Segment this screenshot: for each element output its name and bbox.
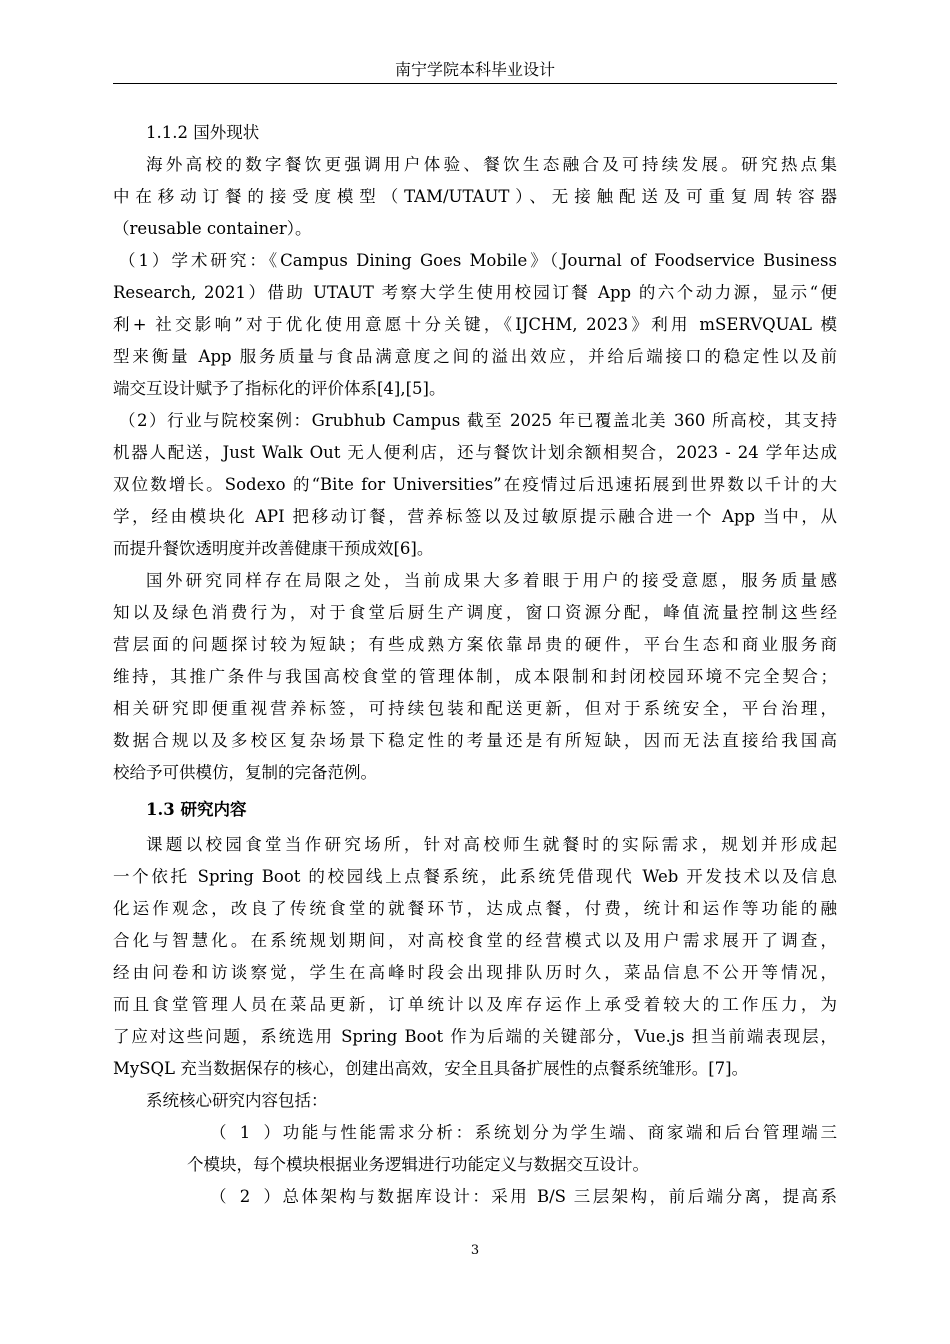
paragraph-line: 中在移动订餐的接受度模型（TAM/UTAUT）、无接触配送及可重复周转容器 bbox=[113, 187, 837, 206]
paragraph-line: 合化与智慧化。在系统规划期间，对高校食堂的经营模式以及用户需求展开了调查， bbox=[113, 931, 837, 950]
paragraph-line: 知以及绿色消费行为，对于食堂后厨生产调度，窗口资源分配，峰值流量控制这些经 bbox=[113, 603, 837, 622]
paragraph-line: （2）行业与院校案例：Grubhub Campus 截至 2025 年已覆盖北美 360 所高校，其支持 bbox=[119, 411, 837, 430]
document-body bbox=[113, 117, 837, 1213]
list-item-2 bbox=[113, 1181, 837, 1213]
paragraph-line: 国外研究同样存在局限之处，当前成果大多着眼于用户的接受意愿，服务质量感 bbox=[146, 571, 837, 590]
header-divider bbox=[113, 83, 837, 84]
paragraph-line: 校给予可供模仿，复制的完备范例。 bbox=[113, 763, 377, 782]
list-item-text: 功能与性能需求分析：系统划分为学生端、商家端和后台管理端三 bbox=[280, 1123, 837, 1142]
paragraph-line: 双位数增长。Sodexo 的“Bite for Universities”在疫情过后迅速拓展到世界数以千计的大 bbox=[113, 475, 837, 494]
paragraph-line: （1）学术研究：《Campus Dining Goes Mobile》（Journal of Foodservice Business bbox=[119, 251, 837, 270]
paragraph-line: 系统核心研究内容包括： bbox=[146, 1091, 328, 1110]
paragraph-line: 了应对这些问题，系统选用 Spring Boot 作为后端的关键部分，Vue.js 担当前端表现层， bbox=[113, 1027, 837, 1046]
section-heading-1-1-2: 1.1.2 国外现状 bbox=[146, 123, 260, 142]
paragraph-line: 相关研究即便重视营养标签，可持续包装和配送更新，但对于系统安全，平台治理， bbox=[113, 699, 837, 718]
paragraph-line: 维持，其推广条件与我国高校食堂的管理体制，成本限制和封闭校园环境不完全契合； bbox=[113, 667, 837, 686]
list-item-1 bbox=[113, 1117, 837, 1149]
paragraph-line: 一个依托 Spring Boot 的校园线上点餐系统，此系统凭借现代 Web 开发技术以及信息 bbox=[113, 867, 837, 886]
paragraph-line: 机器人配送，Just Walk Out 无人便利店，还与餐饮计划余额相契合，2023 - 24 学年达成 bbox=[113, 443, 837, 462]
list-item-1-continued: 个模块，每个模块根据业务逻辑进行功能定义与数据交互设计。 bbox=[187, 1155, 649, 1174]
paragraph-line: 数据合规以及多校区复杂场景下稳定性的考量还是有所短缺，因而无法直接给我国高 bbox=[113, 731, 837, 750]
paragraph-line: 而且食堂管理人员在菜品更新，订单统计以及库存运作上承受着较大的工作压力，为 bbox=[113, 995, 837, 1014]
paragraph-line: 利+ 社交影响”对于优化使用意愿十分关键，《IJCHM, 2023》利用 mSERVQUAL 模 bbox=[113, 315, 837, 334]
paragraph-line: 海外高校的数字餐饮更强调用户体验、餐饮生态融合及可持续发展。研究热点集 bbox=[146, 155, 837, 174]
list-number: （1） bbox=[210, 1123, 280, 1142]
list-number: （2） bbox=[210, 1187, 280, 1206]
paragraph-line: 学，经由模块化 API 把移动订餐，营养标签以及过敏原提示融合进一个 App 当中，从 bbox=[113, 507, 837, 526]
paragraph-line: 经由问卷和访谈察觉，学生在高峰时段会出现排队历时久，菜品信息不公开等情况， bbox=[113, 963, 837, 982]
paragraph-line: 营层面的问题探讨较为短缺；有些成熟方案依靠昂贵的硬件，平台生态和商业服务商 bbox=[113, 635, 837, 654]
paragraph-line: 端交互设计赋予了指标化的评价体系[4],[5]。 bbox=[113, 379, 446, 398]
paragraph-line: 型来衡量 App 服务质量与食品满意度之间的溢出效应，并给后端接口的稳定性以及前 bbox=[113, 347, 837, 366]
paragraph-line: 化运作观念，改良了传统食堂的就餐环节，达成点餐，付费，统计和运作等功能的融 bbox=[113, 899, 837, 918]
paragraph-line: 课题以校园食堂当作研究场所，针对高校师生就餐时的实际需求，规划并形成起 bbox=[146, 835, 837, 854]
list-item-text: 总体架构与数据库设计：采用 B/S 三层架构，前后端分离，提高系 bbox=[280, 1187, 837, 1206]
paragraph-line: （reusable container）。 bbox=[113, 219, 312, 238]
page-header: 南宁学院本科毕业设计 bbox=[394, 60, 555, 79]
paragraph-line: MySQL 充当数据保存的核心，创建出高效，安全且具备扩展性的点餐系统雏形。[7]。 bbox=[113, 1059, 749, 1078]
paragraph-line: Research, 2021）借助 UTAUT 考察大学生使用校园订餐 App 的六个动力源，显示“便 bbox=[113, 283, 837, 302]
page-number: 3 bbox=[470, 1243, 480, 1258]
section-heading-1-3: 1.3 研究内容 bbox=[146, 800, 247, 819]
paragraph-line: 而提升餐饮透明度并改善健康干预成效[6]。 bbox=[113, 539, 434, 558]
